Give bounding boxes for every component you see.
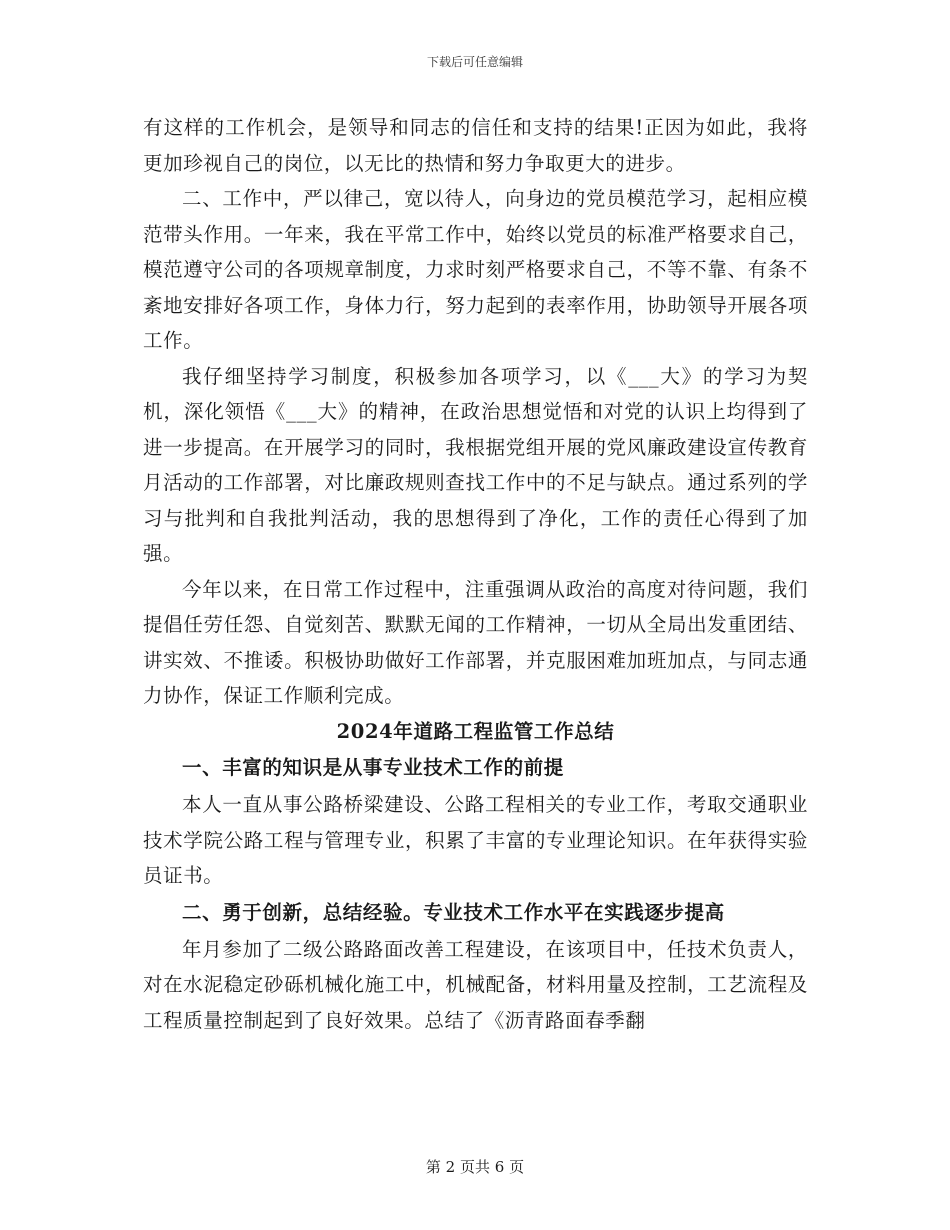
paragraph-daily-work: 今年以来，在日常工作过程中，注重强调从政治的高度对待问题，我们提倡任劳任怨、自觉刻苦、默默无闻的工作精神，一切从全局出发重团结、讲实效、不推诿。积极协助做好工作部署，并克服困难加班加点，与同志通力协作，保证工作顺利完成。 — [143, 577, 808, 707]
paragraph-innovation: 年月参加了二级公路路面改善工程建设，在该项目中，任技术负责人，对在水泥稳定砂砾机械化施工中，机械配备，材料用量及控制，工艺流程及工程质量控制起到了良好效果。总结了《沥青路面春季翻 — [143, 937, 808, 1032]
paragraph-knowledge: 本人一直从事公路桥梁建设、公路工程相关的专业工作，考取交通职业技术学院公路工程与管理专业，积累了丰富的专业理论知识。在年获得实验员证书。 — [143, 793, 808, 887]
paragraph-continued: 有这样的工作机会，是领导和同志的信任和支持的结果!正因为如此，我将更加珍视自己的岗位，以无比的热情和努力争取更大的进步。 — [143, 116, 808, 175]
section-heading-knowledge: 一、丰富的知识是从事专业技术工作的前提 — [182, 756, 564, 779]
page-header: 下载后可任意编辑 — [426, 55, 523, 69]
document-title: 2024年道路工程监管工作总结 — [336, 719, 615, 743]
page-number: 第 2 页共 6 页 — [425, 1158, 525, 1176]
paragraph-self-discipline: 二、工作中，严以律己，宽以待人，向身边的党员模范学习，起相应模范带头作用。一年来，我在平常工作中，始终以党员的标准严格要求自己，模范遵守公司的各项规章制度，力求时刻严格要求自己，不等不靠、有条不紊地安排好各项工作，身体力行，努力起到的表率作用，协助领导开展各项工作。 — [143, 187, 808, 352]
document-body — [143, 110, 808, 1038]
paragraph-study: 我仔细坚持学习制度，积极参加各项学习，以《___大》的学习为契机，深化领悟《___大》的精神，在政治思想觉悟和对党的认识上均得到了进一步提高。在开展学习的同时，我根据党组开展的党风廉政建设宣传教育月活动的工作部署，对比廉政规则查找工作中的不足与缺点。通过系列的学习与批判和自我批判活动，我的思想得到了净化，工作的责任心得到了加强。 — [143, 364, 808, 565]
section-heading-innovation: 二、勇于创新，总结经验。专业技术工作水平在实践逐步提高 — [182, 900, 725, 924]
